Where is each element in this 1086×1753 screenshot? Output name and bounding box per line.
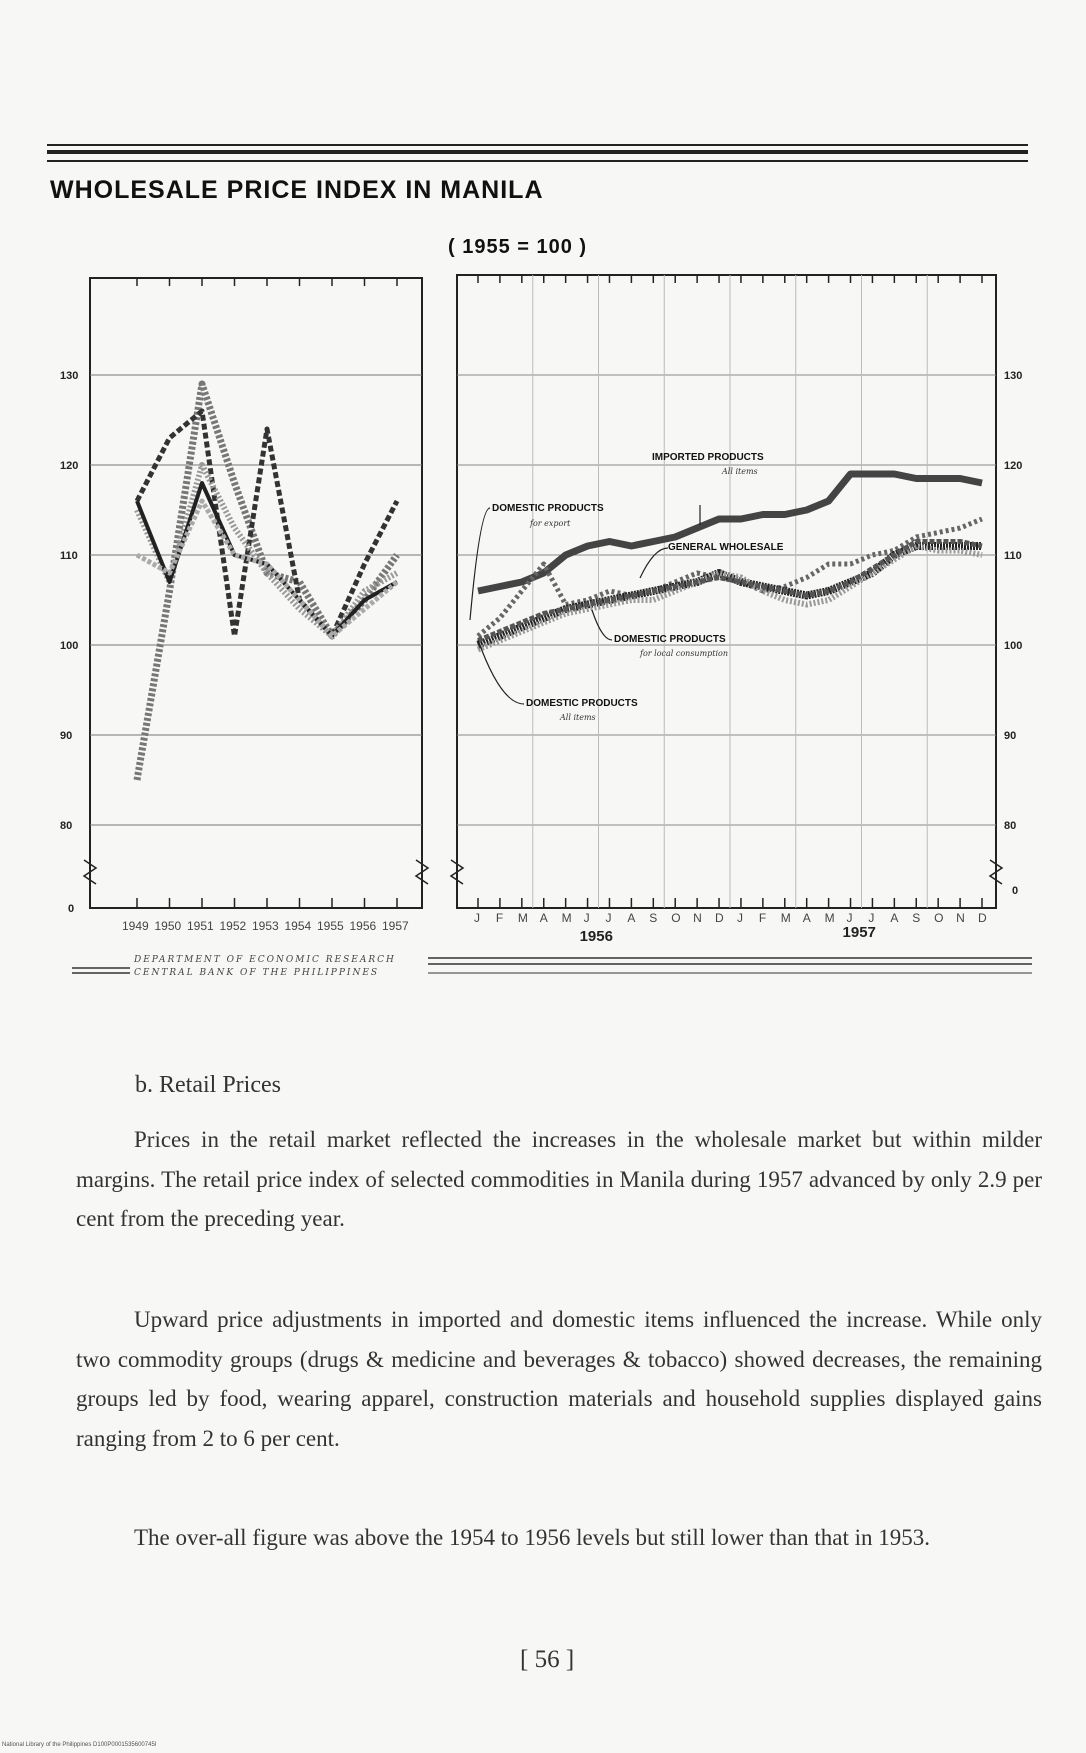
y-tick-label: 120 (60, 460, 79, 472)
y-tick-label: 130 (60, 370, 79, 382)
x-tick-label: 1953 (252, 919, 279, 933)
series-label: DOMESTIC PRODUCTS (492, 503, 604, 514)
monthly-chart (451, 275, 1022, 945)
month-label: M (561, 911, 572, 925)
axis-break-mark (84, 860, 96, 884)
month-label: S (649, 911, 658, 925)
month-label: M (517, 911, 528, 925)
month-label: S (912, 911, 921, 925)
series-label: IMPORTED PRODUCTS (652, 452, 764, 463)
series-note: for local consumption (640, 649, 729, 658)
y-tick-label: 0 (68, 903, 75, 915)
x-tick-label: 1954 (284, 919, 312, 933)
y-tick-label: 90 (60, 730, 73, 742)
page-number: [ 56 ] (520, 1646, 575, 1673)
paragraph-3: The over-all figure was above the 1954 to 1956 levels but still lower than that in 1953. (134, 1525, 931, 1550)
month-label: J (605, 911, 612, 925)
series-label: DOMESTIC PRODUCTS (526, 698, 638, 709)
month-label: J (583, 911, 590, 925)
credit-line-1: DEPARTMENT OF ECONOMIC RESEARCH (134, 955, 396, 965)
year-label: 1957 (842, 924, 876, 941)
leader-line (478, 640, 524, 704)
series-label: DOMESTIC PRODUCTS (614, 634, 726, 645)
month-label: D (715, 911, 724, 925)
leader-line (592, 610, 612, 640)
series-note: All items (560, 713, 596, 722)
y-tick-label: 100 (1004, 640, 1023, 652)
footer-credit: National Library of the Philippines D100P0001535600745I (2, 1742, 157, 1748)
month-label: O (934, 911, 944, 925)
x-tick-label: 1950 (154, 919, 182, 933)
month-label: N (693, 911, 702, 925)
section-heading: b. Retail Prices (135, 1072, 281, 1098)
month-label: M (780, 911, 791, 925)
month-label: J (868, 911, 875, 925)
credit-line-2: CENTRAL BANK OF THE PHILIPPINES (134, 968, 380, 978)
y-tick-label: 80 (1004, 820, 1017, 832)
month-label: F (495, 911, 504, 925)
axis-break-mark (416, 860, 428, 884)
month-label: M (824, 911, 835, 925)
month-label: D (978, 911, 987, 925)
month-label: J (474, 911, 480, 925)
series-label: GENERAL WHOLESALE (668, 542, 784, 553)
y-tick-label: 110 (1004, 550, 1022, 562)
y-tick-label: 100 (60, 640, 79, 652)
month-label: J (846, 911, 853, 925)
series-note: for export (530, 519, 571, 528)
x-tick-label: 1955 (317, 919, 344, 933)
base-note: ( 1955 = 100 ) (448, 236, 588, 258)
x-tick-label: 1957 (382, 919, 409, 933)
y-tick-label: 110 (60, 550, 78, 562)
annual-chart (60, 278, 428, 933)
series-note: All items (722, 467, 758, 476)
month-label: A (890, 911, 899, 925)
y-tick-label: 90 (1004, 730, 1017, 742)
year-label: 1956 (579, 928, 613, 945)
plot-frame (457, 275, 996, 908)
month-label: A (539, 911, 548, 925)
month-label: A (802, 911, 811, 925)
paragraph-2: Upward price adjustments in imported and domestic items influenced the increase. While only two commodity groups (drugs & medicine and beverages & tobacco) showed decreases, the remaining groups led by food, wearing apparel, construction materials and household supplies displayed gains ranging from 2 to 6 per cent. (76, 1307, 1042, 1451)
x-tick-label: 1952 (219, 919, 247, 933)
month-label: F (758, 911, 767, 925)
x-tick-label: 1951 (187, 919, 214, 933)
y-tick-label: 120 (1004, 460, 1023, 472)
month-label: O (671, 911, 681, 925)
y-tick-label: 0 (1012, 885, 1019, 897)
x-tick-label: 1949 (122, 919, 149, 933)
y-tick-label: 130 (1004, 370, 1023, 382)
y-tick-label: 80 (60, 820, 73, 832)
leader-line (470, 508, 490, 620)
paragraph-1: Prices in the retail market reflected the increases in the wholesale market but within milder margins. The retail price index of selected commodities in Manila during 1957 advanced by only 2.9 per cent from the preceding year. (76, 1127, 1042, 1231)
page-title: WHOLESALE PRICE INDEX IN MANILA (50, 176, 544, 204)
axis-break-mark (451, 860, 463, 884)
axis-break-mark (990, 860, 1002, 884)
x-tick-label: 1956 (349, 919, 377, 933)
month-label: A (627, 911, 636, 925)
month-label: J (736, 911, 743, 925)
month-label: N (956, 911, 965, 925)
